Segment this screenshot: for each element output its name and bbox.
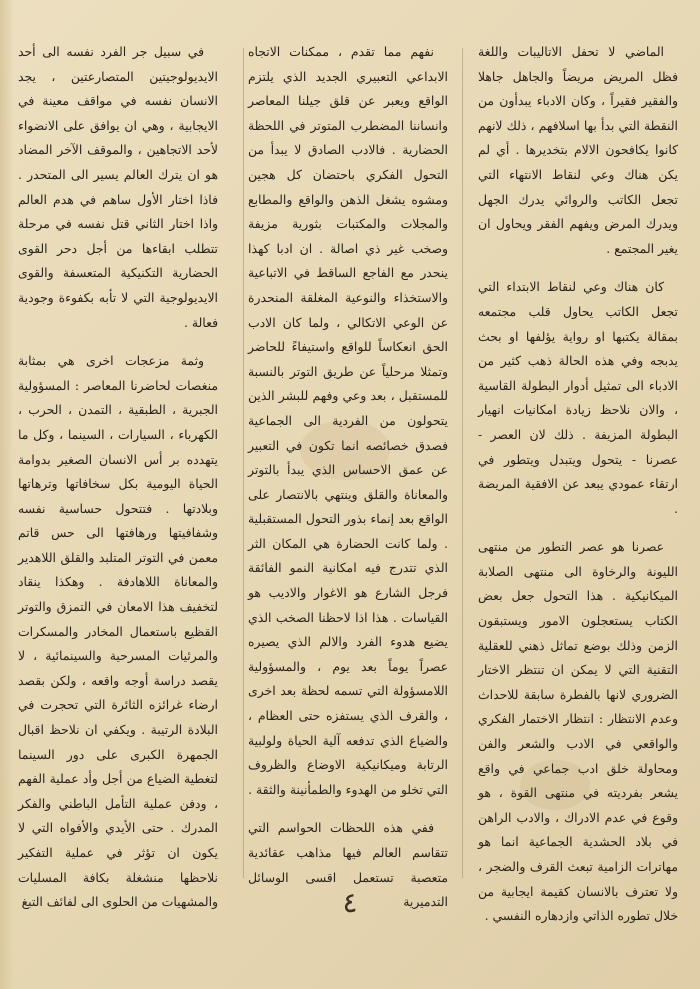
paragraph: وثمة مزعجات اخرى هي بمثابة منغصات لحاضرنا المعاصر : المسؤولية الجبرية ، الطبقية ، التمدن ، الحرب ، الكهرباء ، السيارات ، السينما ، وكل ما يتهدده بر أس الانسان الصغير بدوامة الحياة اليومية بكل سخافاتها وترهاتها وبلادتها . فتتحول حساسية نفسه وشفافيتها ورهافتها الى حس قاتم معمن في التوتر المتلبد والقلق اللاهدير والمعاناة اللاهادفة . وهكذا ينقاد لتخفيف هذا الامعان في التمزق والتوتر القظيع باستعمال المخادر والمسكرات والمرئيات المسرحية والسينمائية ، لا يقصد دراسة أوجه واقعه ، ولكن بقصد ارضاء غرائزه الثائرة التي تحجرت في البلادة الرتيبة . ويكفي ان نلاحظ اقبال الجمهرة الكبرى على دور السينما لتغطية الضياع من أجل وأد عملية الفهم ، ودفن عملية التأمل الباطني والفكر المدرك . حتى الأيدي والأفواه التي لا يكون ان تؤثر في عملية التفكير نلاحظها منشغلة بكافة المسليات والمشهيات من الحلوى الى لفائف التبغ [18, 353, 218, 910]
paragraph: ففي هذه اللحظات الحواسم التي تتقاسم العالم فيها مذاهب عقائدية متعصبة تستعمل اقسى الوسائل التدميرية [248, 820, 448, 910]
column-left [18, 40, 218, 910]
paragraph: الماضي لا تحفل الاتاليبات واللغة فظل المريض مريضاً والجاهل جاهلا والفقير فقيراً ، وكان الادباء يبدأون من النقطة التي بدأ بها اسلافهم ، ذلك لانهم كانوا يكافحون الالام بتخديرها . أي لم يكن هناك وعي لنقاط الانتهاء التي تجعل الكاتب والروائي يدرك الجهل ويدرك المرض ويفهم الفقر ويحاول ان يغير المجتمع . [478, 44, 678, 256]
paragraph: في سبيل جر الفرد نفسه الى أحد الايديولوجيتين المتصارعتين ، يجد الانسان نفسه في مواقف معينة في الايجابية ، وهي ان يوافق على الانضواء لأحد الاتجاهين ، والموقف الآخر المضاد هو ان يترك العالم يسير الى المتحدر . فاذا اختار الأول ساهم في هدم العالم واذا اختار الثاني قتل نفسه في مرحلة تتطلب ابقاءها من أجل دحر القوى الحضارية التكنيكية المتعسفة والقوى الايديولوجية التي لا تأبه بكفوءة وجودية فعالة . [18, 44, 218, 330]
paragraph: عصرنا هو عصر التطور من منتهى الليونة والرخاوة الى منتهى الصلابة الميكانيكية . هذا التحول جعل بعض الكتاب يستعجلون الامور ويستبقون الزمن وذلك بوضع تماثل ذهني للعقلية التقنية التي لا يمكن ان تنتظر الاختار الضروري لانها بالفطرة سابقة للاحداث وعدم الانتظار : انتظار الاختمار الفكري والواقعي في الادب والشعر والفن ومحاولة خلق ادب جماعي في واقع يشعر بفرديته في منتهى القوة ، هو وقوع في عدم الادراك ، والادب الراهن في بلاد الحشدية الجماعية انما هو مهاترات الزامية تبعث القرف والضجر ، ولا تعترف بالانسان كقيمة ايجابية من خلال تطوره الذاتي وازدهاره النفسي . [478, 539, 678, 924]
paragraph: نفهم مما تقدم ، ممكنات الاتجاه الابداعي التعبيري الجديد الذي يلتزم الواقع ويعبر عن قلق جيلنا المعاصر وانساننا المضطرب المتوتر في اللحظة الحضارية . فالادب الصادق لا يبدأ من التحول الفكري باحتضان كل هجين ومشوه يشغل الذهن والواقع والمطابع والمجلات والمكتبات بثورية مزيفة وصخب غير ذي اصالة . ان ادبا كهذا ينحدر مع الفاجع الساقط في الاتباعية والاستخذاء والنوعية المغلقة المنحدرة عن الوعي الاتكالي ، ولما كان الادب الحق انعكاساً للواقع واستيفاءً للحاضر وتمثلا مرحلياً عن طريق التوتر بالنسبة للمستقبل ، بعد وعي وفهم للبشر الذين يتحولون من الفردية الى الجماعية فصدق خصائصه انما تكون في التعبير عن عمق الاحساس الذي يبدأ بالتوتر والمعاناة والقلق وينتهي بالانتصار على الواقع بعد إنماء بذور التحول المستقبلية . ولما كانت الحضارة هي المكان الثر الذي تتدرج فيه امكانية النمو الفائقة فرجل الشارع هو الاغوار والاديب هو القياسات . هذا اذا لاحظنا الصخب الذي يضيع هدوء الفرد والالم الذي يصيره عصراً يوماً بعد يوم ، والمسؤولية اللامسؤولة التي تسمه لحظة بعد اخرى ، والقرف الذي يستفزه حتى العظام ، والضياع الذي تدفعه آلية الحياة ولولبية الرتابة وميكانيكية الاوضاع والظروف التي تخلو من الهدوء والطمأنينة والثقة . [248, 44, 448, 797]
page-edge-shading [0, 0, 14, 989]
page-number: ٤ [342, 886, 358, 919]
column-middle [248, 40, 448, 910]
text-columns [18, 40, 678, 924]
column-right [478, 40, 678, 924]
paragraph: كان هناك وعي لنقاط الابتداء التي تجعل الكاتب يحاول قلب مجتمعه بمقالة يكتبها او رواية يؤلفها او بحث يدبجه وفي هذه الحالة ذهب كثير من الادباء الى تمثيل أدوار البطولة القاسية ، والان نلاحظ زيادة امكانيات انهيار البطولة المزيفة . ذلك لان العصر - عصرنا - يتحول ويتبدل ويتطور في ارتقاء عمودي يبعد عن الافقية المريضة . [478, 279, 678, 516]
